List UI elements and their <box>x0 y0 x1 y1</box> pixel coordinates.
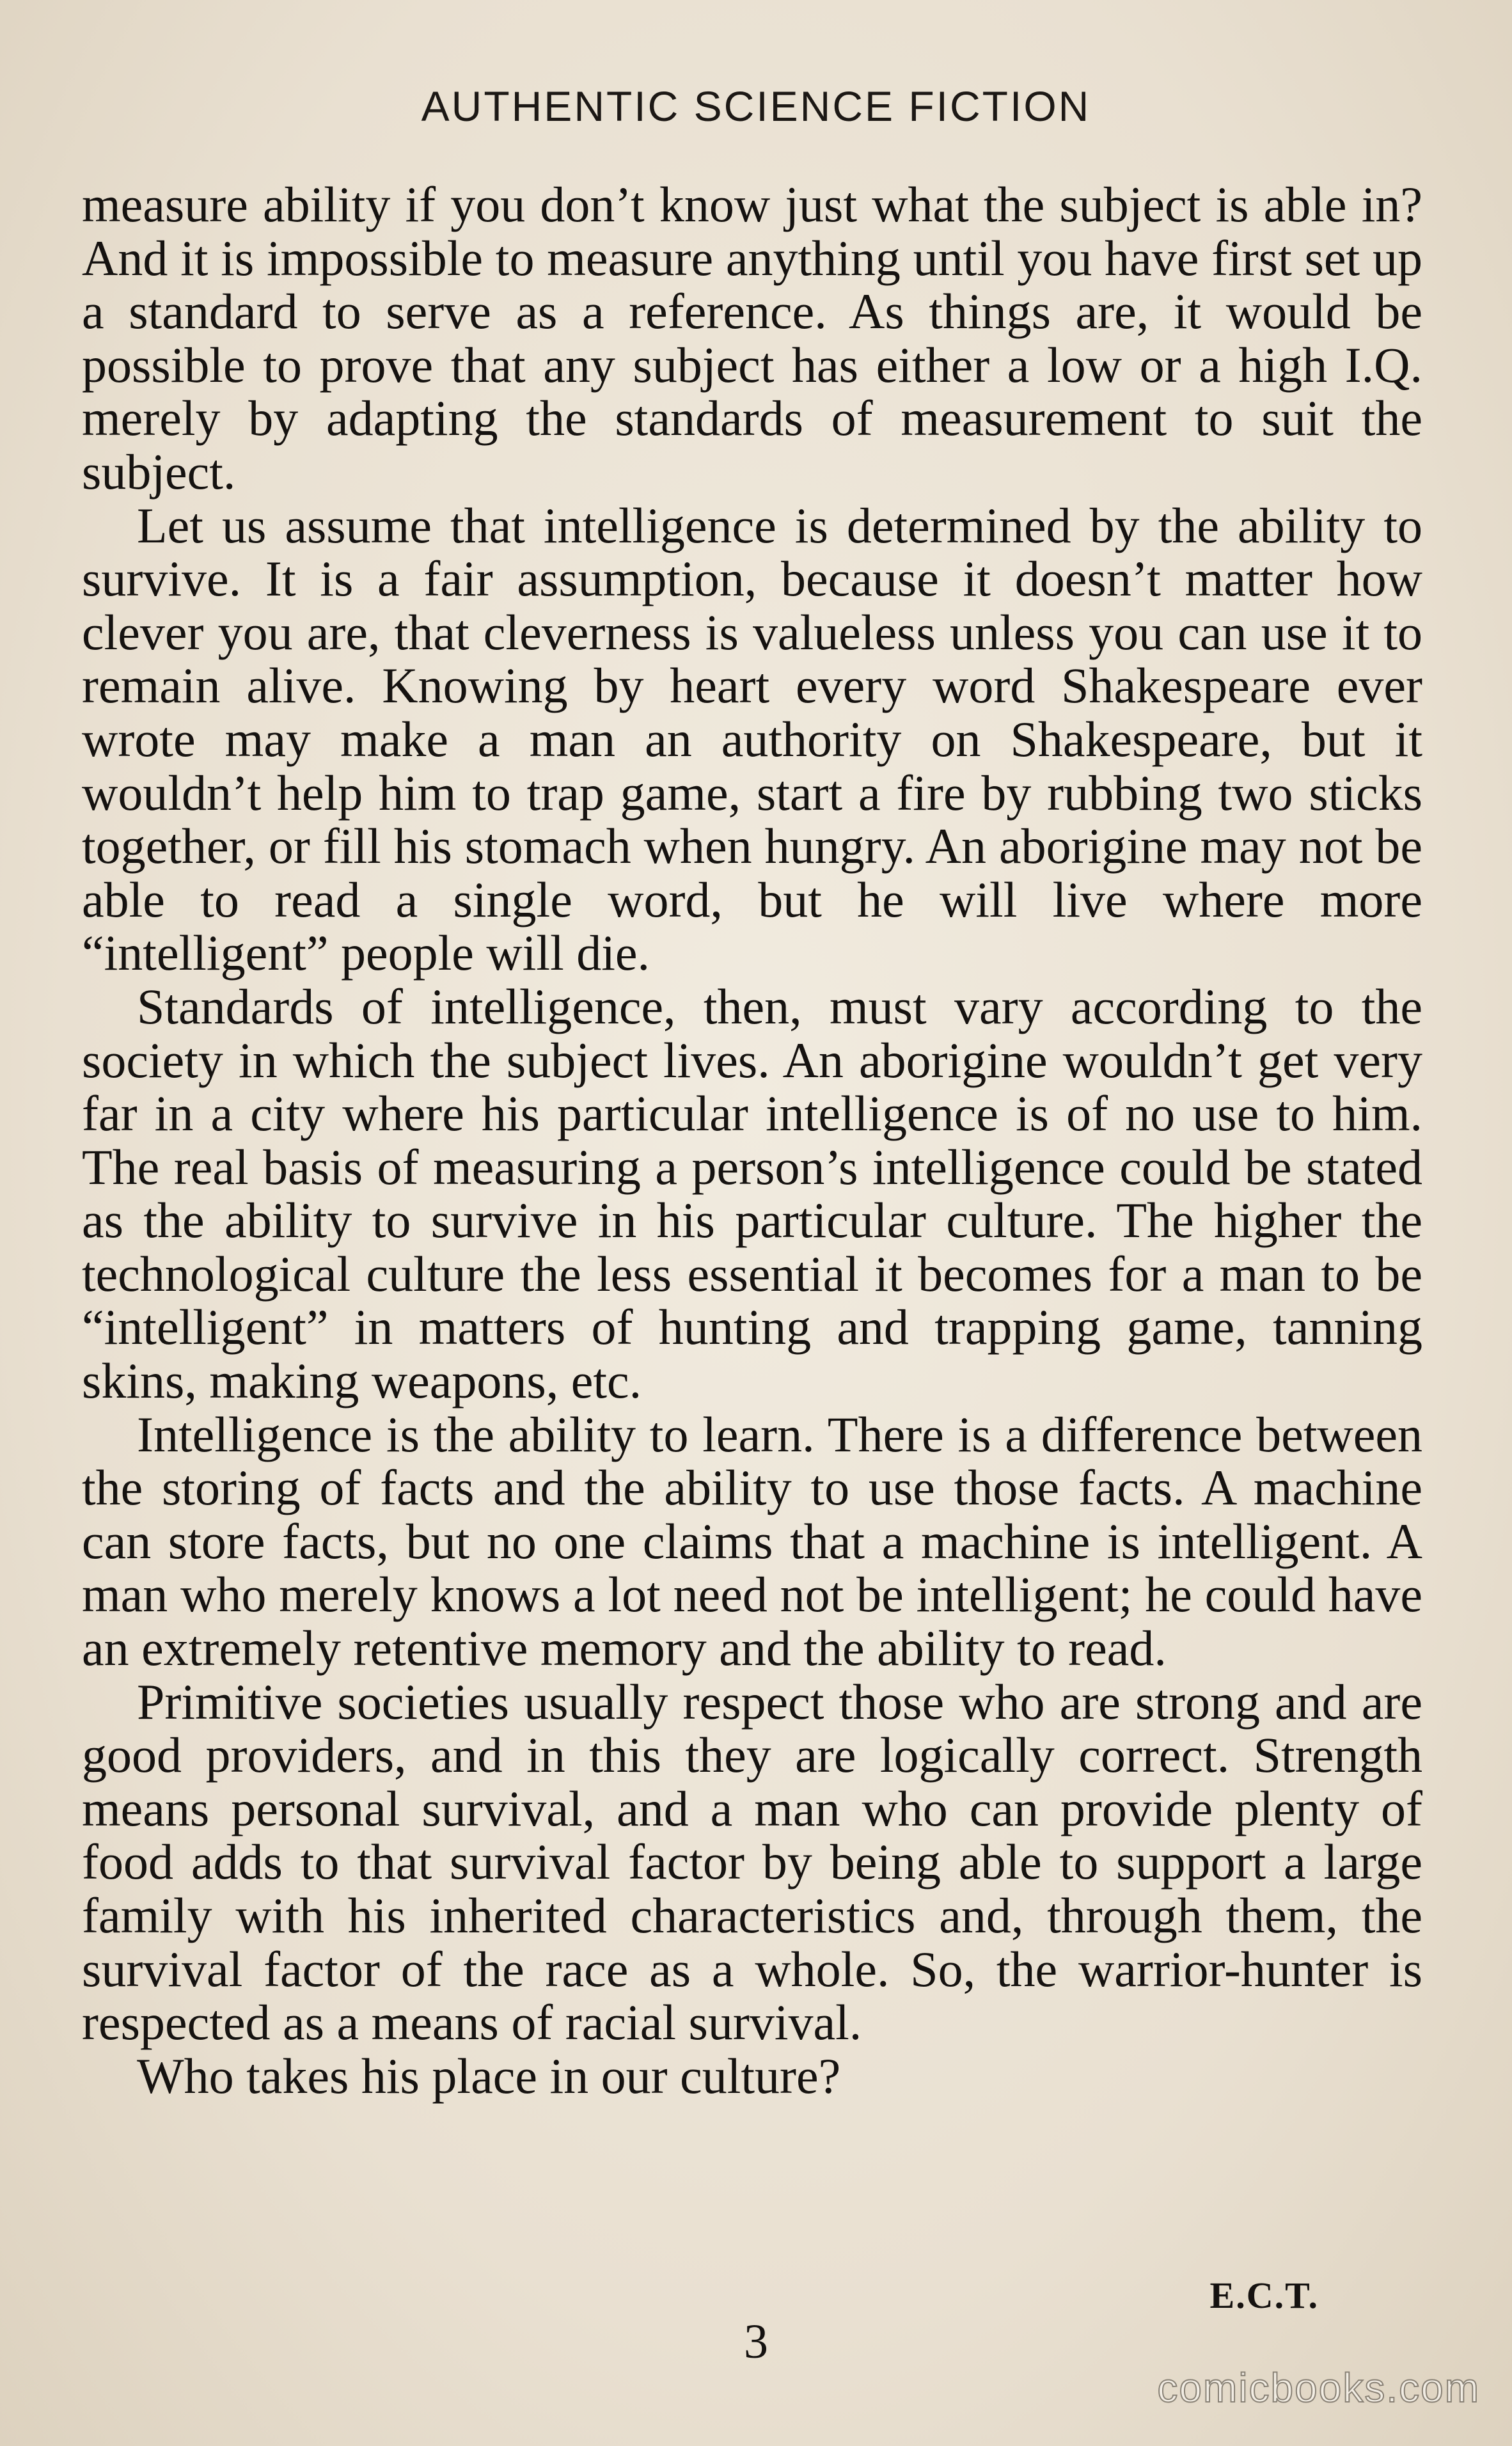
paragraph-5: Primitive societies usually respect those who are strong and are good providers, and in this they are logically correct. Strength means personal survival, and a man who can provide plenty of food adds to that survival factor by being able to support a large family with his inherited characteristics and, through them, the survival factor of the race as a whole. So, the warrior-hunter is respected as a means of racial survival. <box>82 1673 1422 2051</box>
running-head: AUTHENTIC SCIENCE FICTION <box>421 83 1091 130</box>
paragraph-1: measure ability if you don’t know just what the subject is able in? And it is impossible to measure anything until you have first set up a standard to serve as a reference. As things are, it would be possible to prove that any subject has either a low or a high I.Q. merely by adapting the standards of measurement to suit the subject. <box>82 177 1422 500</box>
source-watermark: comicbooks.com <box>1157 2365 1480 2411</box>
page-number: 3 <box>744 2315 768 2369</box>
paragraph-4: Intelligence is the ability to learn. There is a difference between the storing of facts and the ability to use those facts. A machine can store facts, but no one claims that a machine is intelligent. A man who merely knows a lot need not be intelligent; he could have an extremely retentive memory and the ability to read. <box>82 1406 1422 1677</box>
author-signature: E.C.T. <box>1209 2275 1319 2316</box>
paragraph-6: Who takes his place in our culture? <box>137 2048 841 2104</box>
paragraph-2: Let us assume that intelligence is determined by the ability to survive. It is a fair assumption, because it doesn’t matter how clever you are, that cleverness is valueless unless you can use it to remain alive. Knowing by heart every word Shakespeare ever wrote may make a man an authority on Shakespeare, but it wouldn’t help him to trap game, start a fire by rubbing two sticks together, or fill his stomach when hungry. An aborigine may not be able to read a single word, but he will live where more “intelligent” people will die. <box>82 497 1422 981</box>
paragraph-3: Standards of intelligence, then, must vary according to the society in which the subject lives. An aborigine wouldn’t get very far in a city where his particular intelligence is of no use to him. The real basis of measuring a person’s intelligence could be stated as the ability to survive in his particular culture. The higher the technological culture the less essential it becomes for a man to be “intelligent” in matters of hunting and trapping game, tanning skins, making weapons, etc. <box>82 978 1422 1409</box>
article-body <box>82 178 1422 2103</box>
